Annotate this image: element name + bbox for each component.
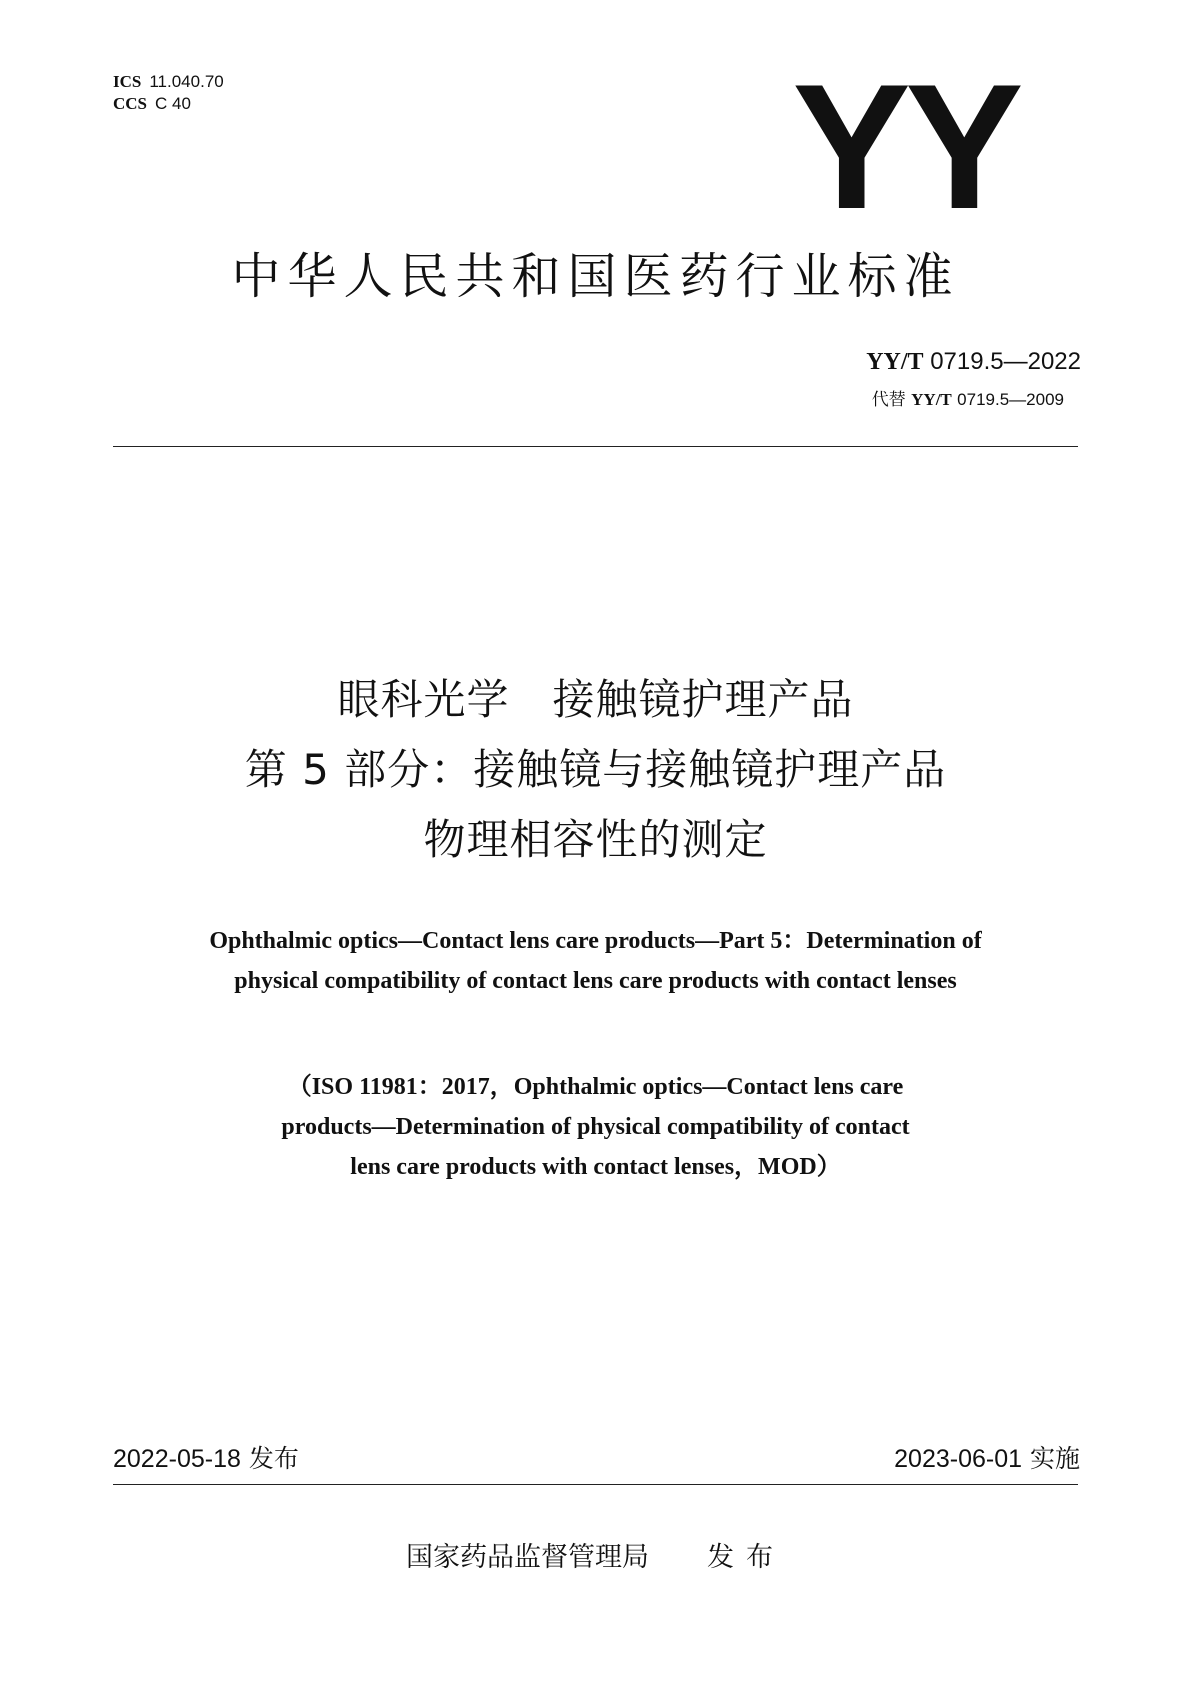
- implement-label: 实施: [1029, 1444, 1080, 1473]
- issue-date-value: 2022-05-18: [113, 1445, 241, 1473]
- standard-number-value: 0719.5—2022: [930, 348, 1081, 375]
- ccs-label: CCS: [113, 94, 148, 113]
- authority-name: 国家药品监督管理局: [406, 1542, 649, 1573]
- iso-reference-line1: （ISO 11981：2017，Ophthalmic optics—Contact lens care: [287, 1074, 904, 1100]
- standard-mark: YY: [792, 47, 1018, 246]
- implement-date: [894, 1443, 1080, 1475]
- standard-number: [866, 347, 1081, 377]
- replaces-label: 代替: [871, 390, 906, 410]
- implement-date-value: 2023-06-01: [894, 1445, 1023, 1473]
- title-cn-line1: 眼科光学 接触镜护理产品: [337, 675, 854, 724]
- issue-date: [113, 1443, 299, 1475]
- publishing-authority: [113, 1540, 1078, 1576]
- bottom-divider: [113, 1484, 1078, 1485]
- title-en-line2: physical compatibility of contact lens care products with contact lenses: [234, 968, 957, 994]
- title-en-line1: Ophthalmic optics—Contact lens care products—Part 5：Determination of: [209, 928, 982, 954]
- authority-action: 发布: [707, 1542, 785, 1573]
- title-cn-line3: 物理相容性的测定: [423, 815, 768, 864]
- iso-reference-line2: products—Determination of physical compatibility of contact: [281, 1114, 910, 1140]
- replaces-prefix: YY/T: [911, 390, 952, 409]
- ics-value: 11.040.70: [149, 72, 224, 91]
- replaces-standard: [872, 389, 1064, 411]
- standard-number-prefix: YY/T: [866, 349, 924, 375]
- issue-label: 发布: [248, 1444, 299, 1473]
- issuer-title: 中华人民共和国医药行业标准: [231, 248, 960, 305]
- iso-reference-line3: lens care products with contact lenses，MOD）: [350, 1154, 841, 1180]
- ccs-value: C 40: [155, 94, 191, 113]
- ccs-code: [113, 94, 191, 114]
- ics-label: ICS: [113, 72, 142, 91]
- title-cn-line2: 第 5 部分：接触镜与接触镜护理产品: [244, 745, 947, 794]
- ics-code: [113, 72, 224, 92]
- replaces-number: 0719.5—2009: [957, 390, 1064, 409]
- top-divider: [113, 446, 1078, 447]
